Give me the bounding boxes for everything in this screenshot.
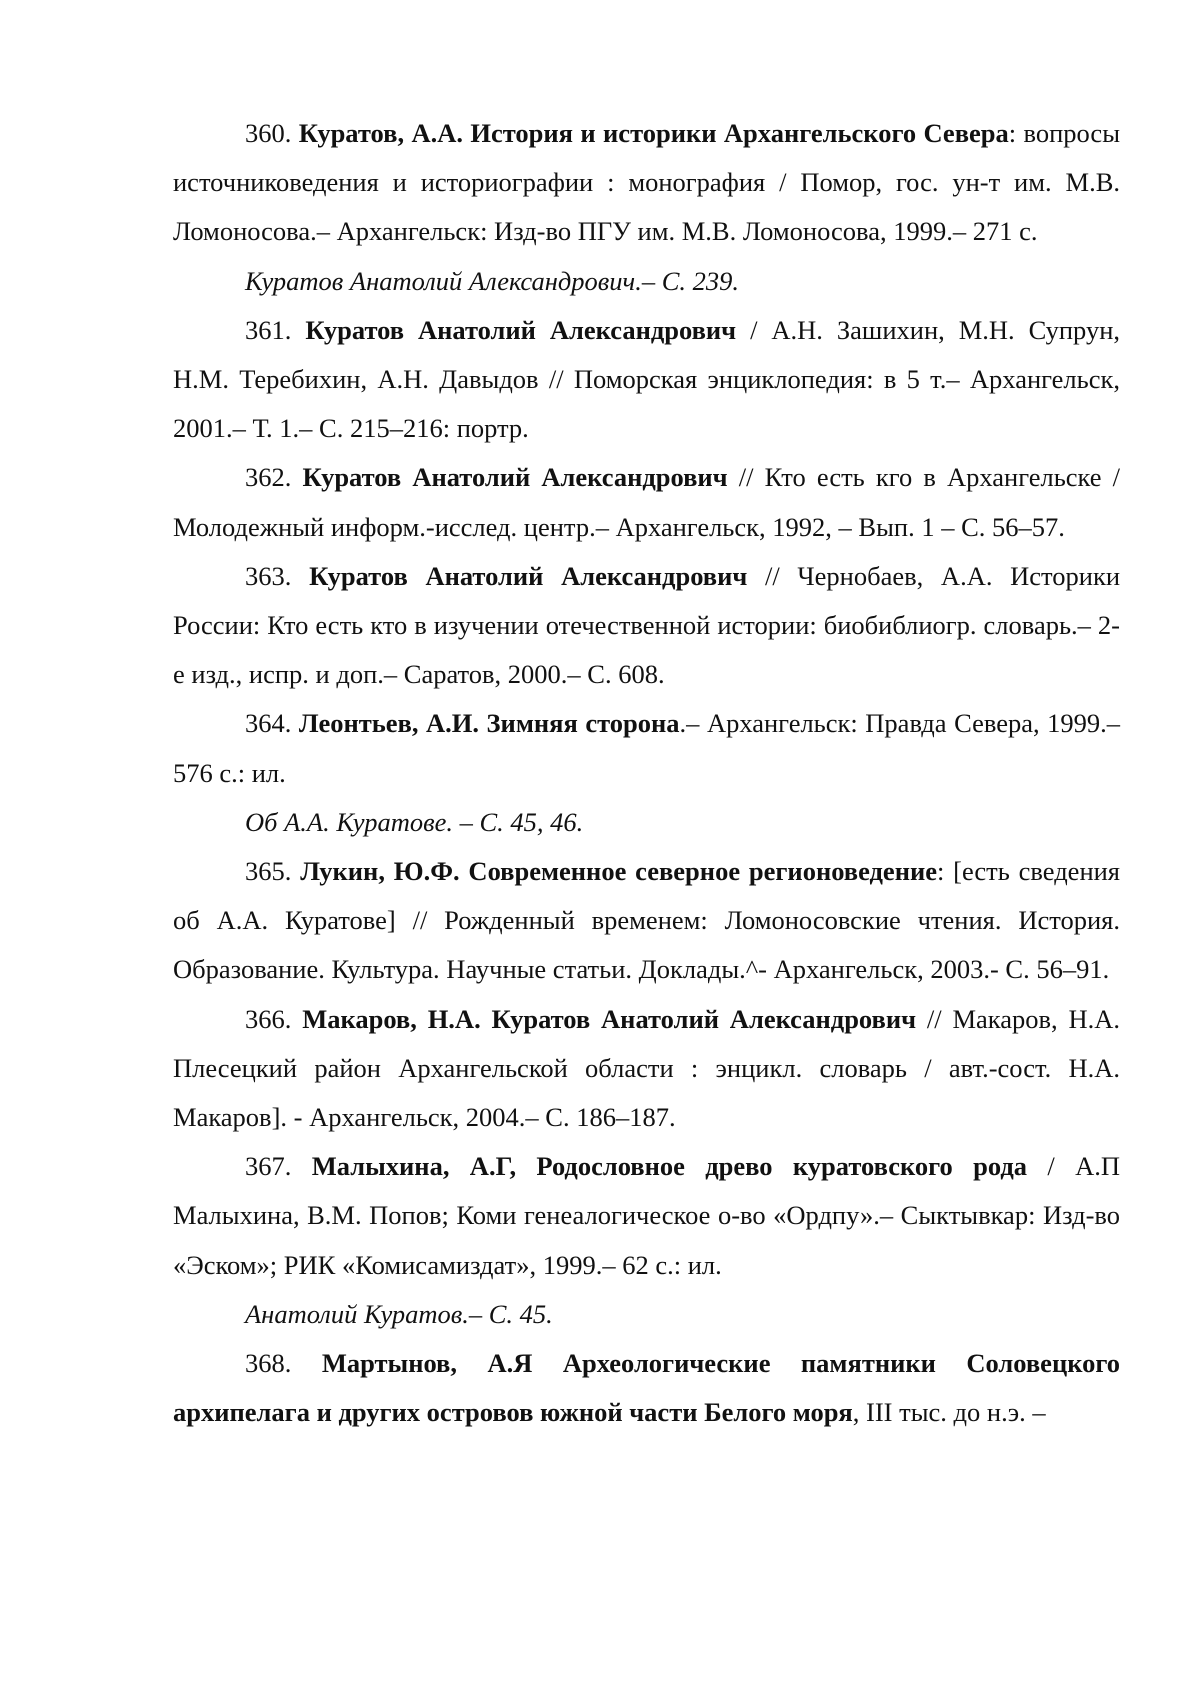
entry-title: Куратов Анатолий Александрович (302, 462, 728, 493)
entry-number: 362. (245, 462, 292, 493)
entry-title: Лукин, Ю.Ф. Современное северное регионоведение (300, 856, 937, 887)
entry-number: 361. (245, 314, 292, 345)
entry-details: / А.П Малыхина, В.М. Попов; Коми генеалогическое о-во «Ордпу».– Сыктывкар: Изд-во «Эском»; РИК «Комисамиздат», 1999.– 62 с.: ил. (173, 1151, 1121, 1280)
entry-number: 368. (245, 1348, 292, 1379)
entry-title: Мартынов, А.Я Археологические памятники Соловецкого архипелага и других островов южной части Белого моря (173, 1348, 1121, 1428)
entry-number: 364. (245, 708, 292, 739)
entry-number: 367. (245, 1151, 292, 1182)
entry-title: Леонтьев, А.И. Зимняя сторона (298, 708, 680, 739)
bibliography-page (173, 109, 1120, 1437)
entry-details: , III тыс. до н.э. – (852, 1397, 1046, 1428)
bibliography-entry-365 (173, 847, 1120, 995)
entry-details: : вопросы источниковедения и историографии : монография / Помор, гос. ун-т им. М.В. Ломоносова.– Архангельск: Изд-во ПГУ им. М.В. Ломоносова, 1999.– 271 с. (173, 118, 1121, 247)
entry-title: Куратов, А.А. История и историки Архангельского Севера (298, 118, 1009, 148)
bibliography-entry-366 (173, 995, 1120, 1143)
entry-number: 360. (245, 118, 292, 148)
bibliography-entry-368 (173, 1339, 1120, 1437)
entry-details: // Кто есть кго в Архангельске / Молодежный информ.-исслед. центр.– Архангельск, 1992, – Вып. 1 – С. 56–57. (173, 462, 1121, 542)
entry-note: Анатолий Куратов.– С. 45. (245, 1298, 553, 1329)
entry-number: 365. (245, 856, 292, 887)
entry-title: Куратов Анатолий Александрович (305, 314, 737, 345)
bibliography-entry-361 (173, 306, 1120, 454)
entry-title: Макаров, Н.А. Куратов Анатолий Александрович (302, 1003, 917, 1034)
bibliography-entry-363 (173, 552, 1120, 700)
bibliography-entry-360 (173, 109, 1120, 257)
entry-number: 366. (245, 1003, 292, 1034)
entry-note: Об А.А. Куратове. – С. 45, 46. (245, 806, 584, 837)
entry-number: 363. (245, 560, 292, 591)
entry-details: // Макаров, Н.А. Плесецкий район Архангельской области : энцикл. словарь / авт.-сост. Н.А. Макаров]. - Архангельск, 2004.– С. 186–187. (173, 1003, 1121, 1133)
entry-note: Куратов Анатолий Александрович.– С. 239. (245, 265, 740, 296)
entry-details: .– Архангельск: Правда Севера, 1999.– 576 с.: ил. (173, 708, 1120, 788)
bibliography-entry-364 (173, 699, 1120, 797)
bibliography-entry-367 (173, 1142, 1120, 1290)
entry-details: // Чернобаев, А.А. Историки России: Кто есть кто в изучении отечественной истории: биобиблиогр. словарь.– 2-е изд., испр. и доп.– Саратов, 2000.– С. 608. (173, 560, 1121, 690)
entry-details: : [есть сведения об А.А. Куратове] // Рожденный временем: Ломоносовские чтения. История. Образование. Культура. Научные статьи. Доклады.^- Архангельск, 2003.- С. 56–91. (173, 856, 1120, 985)
entry-title: Куратов Анатолий Александрович (309, 560, 748, 591)
entry-details: / А.Н. Зашихин, М.Н. Супрун, Н.М. Теребихин, А.Н. Давыдов // Поморская энциклопедия: в 5 т.– Архангельск, 2001.– Т. 1.– С. 215–216: портр. (173, 314, 1121, 444)
entry-title: Малыхина, А.Г, Родословное древо куратовского рода (311, 1151, 1028, 1182)
bibliography-entry-362 (173, 453, 1120, 551)
